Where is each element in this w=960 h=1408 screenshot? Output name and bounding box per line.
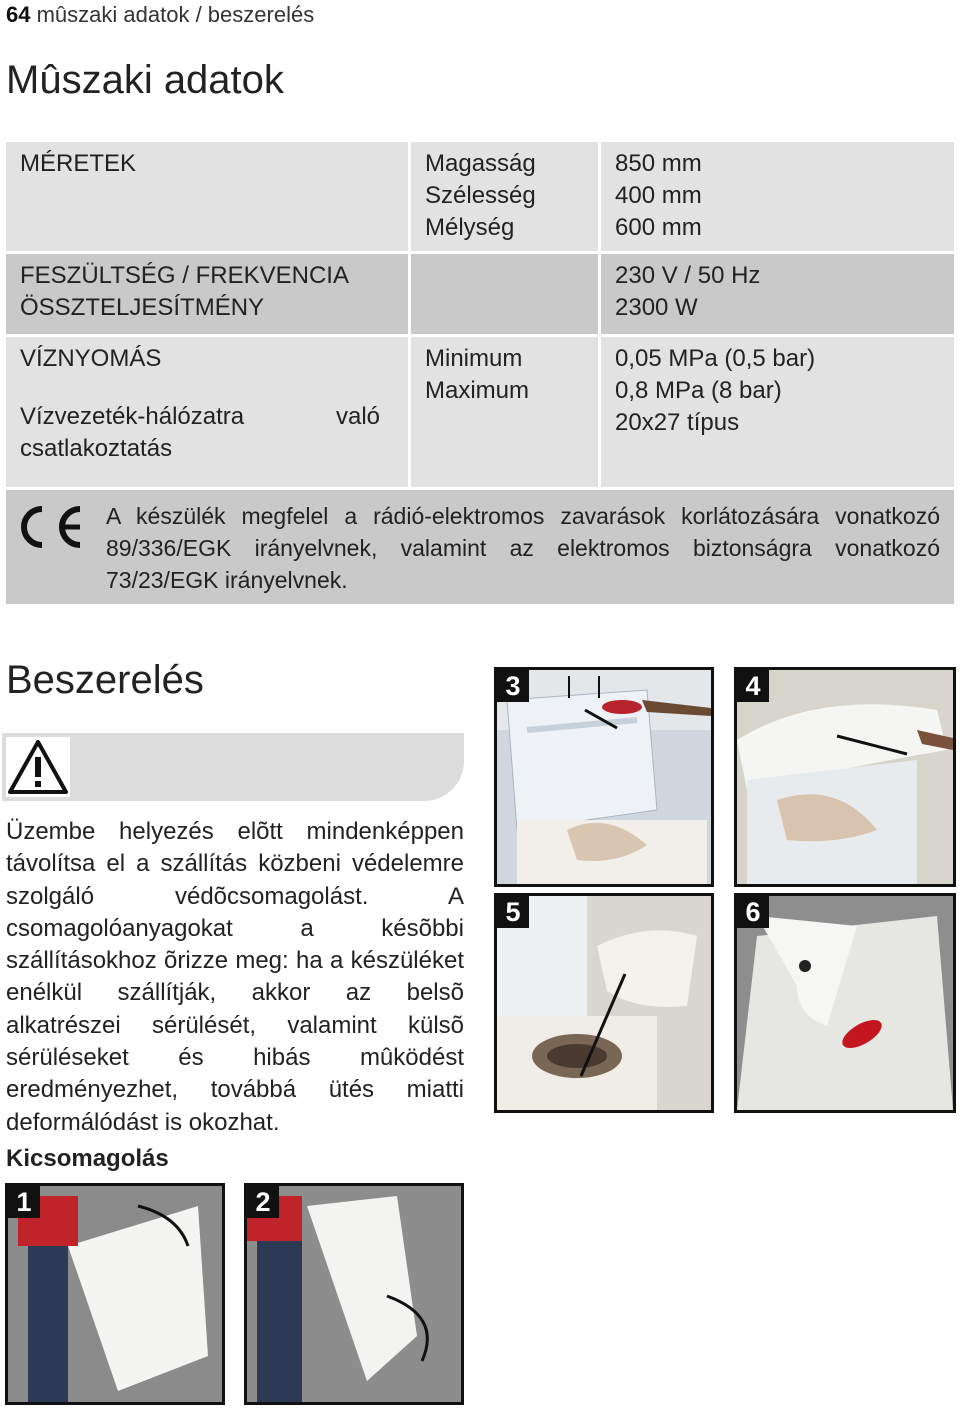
spec-sublabel-cell <box>408 337 598 487</box>
spec-row-voltage <box>6 254 954 337</box>
spec-sublabel: Mélység <box>425 214 515 241</box>
photo-removing-base <box>247 1186 461 1402</box>
step-photo-5 <box>494 893 714 1113</box>
spec-sublabel: Maximum <box>425 377 530 404</box>
unpacking-heading: Kicsomagolás <box>6 1145 169 1172</box>
spec-value-cell <box>598 254 954 334</box>
spec-label: MÉRETEK <box>20 150 137 177</box>
step-photo-2 <box>244 1183 464 1405</box>
spec-value-cell <box>598 337 954 487</box>
spec-row-water-pressure <box>6 337 954 490</box>
warning-icon <box>6 737 70 797</box>
photo-packaging-parts <box>737 896 953 1110</box>
step-number: 4 <box>737 670 769 702</box>
spec-value: 850 mm <box>615 150 702 177</box>
spec-sublabel-cell <box>408 254 598 334</box>
spec-row-dimensions <box>6 142 954 254</box>
spec-label-cell <box>6 142 408 251</box>
spec-value: 20x27 típus <box>615 409 740 436</box>
step-number: 6 <box>737 896 769 928</box>
spec-sublabel-cell <box>408 142 598 251</box>
ce-compliance-row <box>6 490 954 604</box>
page-number: 64 <box>6 2 31 27</box>
spec-sublabel: Minimum <box>425 345 523 372</box>
ce-compliance-text: A készülék megfelel a rádió-elektromos zavarások korlátozására vonatkozó 89/336/EGK irányelvnek, valamint az elektromos biztonságra vonatkozó 73/23/EGK irányelvnek. <box>106 503 940 593</box>
step-photo-6 <box>734 893 956 1113</box>
tech-data-table <box>6 142 954 604</box>
spec-value: 400 mm <box>615 182 702 209</box>
photo-removing-bag <box>497 670 711 884</box>
step-photo-4 <box>734 667 956 887</box>
step-number: 3 <box>497 670 529 702</box>
spec-value: 230 V / 50 Hz <box>615 262 761 289</box>
spec-sublabel: Magasság <box>425 150 536 177</box>
step-number: 5 <box>497 896 529 928</box>
step-photo-3 <box>494 667 714 887</box>
warning-text: Üzembe helyezés elõtt mindenképpen távolítsa el a szállítás közbeni védelemre szolgáló védõcsomagolást. A csomagolóanyagokat a késõbbi szállításokhoz õrizze meg: ha a készüléket enélkül szállítják, akkor az belsõ alkatrészei sérülését, valamint külsõ sérüléseket és hibás mûködést eredményezhet, továbbá ütés miatti deformálódást is okozhat. <box>6 818 464 1136</box>
photo-tilting-machine <box>8 1186 222 1402</box>
spec-value: 0,05 MPa (0,5 bar) <box>615 345 816 372</box>
spec-label-cell <box>6 254 408 334</box>
photo-lifting-insert <box>497 896 711 1110</box>
photo-unfolding-bag <box>737 670 953 884</box>
spec-label-cell <box>6 337 408 487</box>
step-photo-1 <box>5 1183 225 1405</box>
spec-label: VÍZNYOMÁS <box>20 345 162 372</box>
spec-label: ÖSSZTELJESÍTMÉNY <box>20 294 265 321</box>
spec-value: 600 mm <box>615 214 702 241</box>
warning-band <box>2 733 464 801</box>
ce-mark-icon <box>20 503 92 551</box>
spec-label: Vízvezeték-hálózatra való csatlakoztatás <box>20 403 380 462</box>
running-title: mûszaki adatok / beszerelés <box>36 2 315 27</box>
step-number: 1 <box>8 1186 40 1218</box>
spec-value: 2300 W <box>615 294 698 321</box>
spec-value-cell <box>598 142 954 251</box>
running-head <box>6 2 314 28</box>
spec-sublabel: Szélesség <box>425 182 536 209</box>
spec-label: FESZÜLTSÉG / FREKVENCIA <box>20 262 349 289</box>
step-number: 2 <box>247 1186 279 1218</box>
tech-data-title: Mûszaki adatok <box>6 58 284 102</box>
install-title: Beszerelés <box>6 658 204 702</box>
spec-value: 0,8 MPa (8 bar) <box>615 377 782 404</box>
